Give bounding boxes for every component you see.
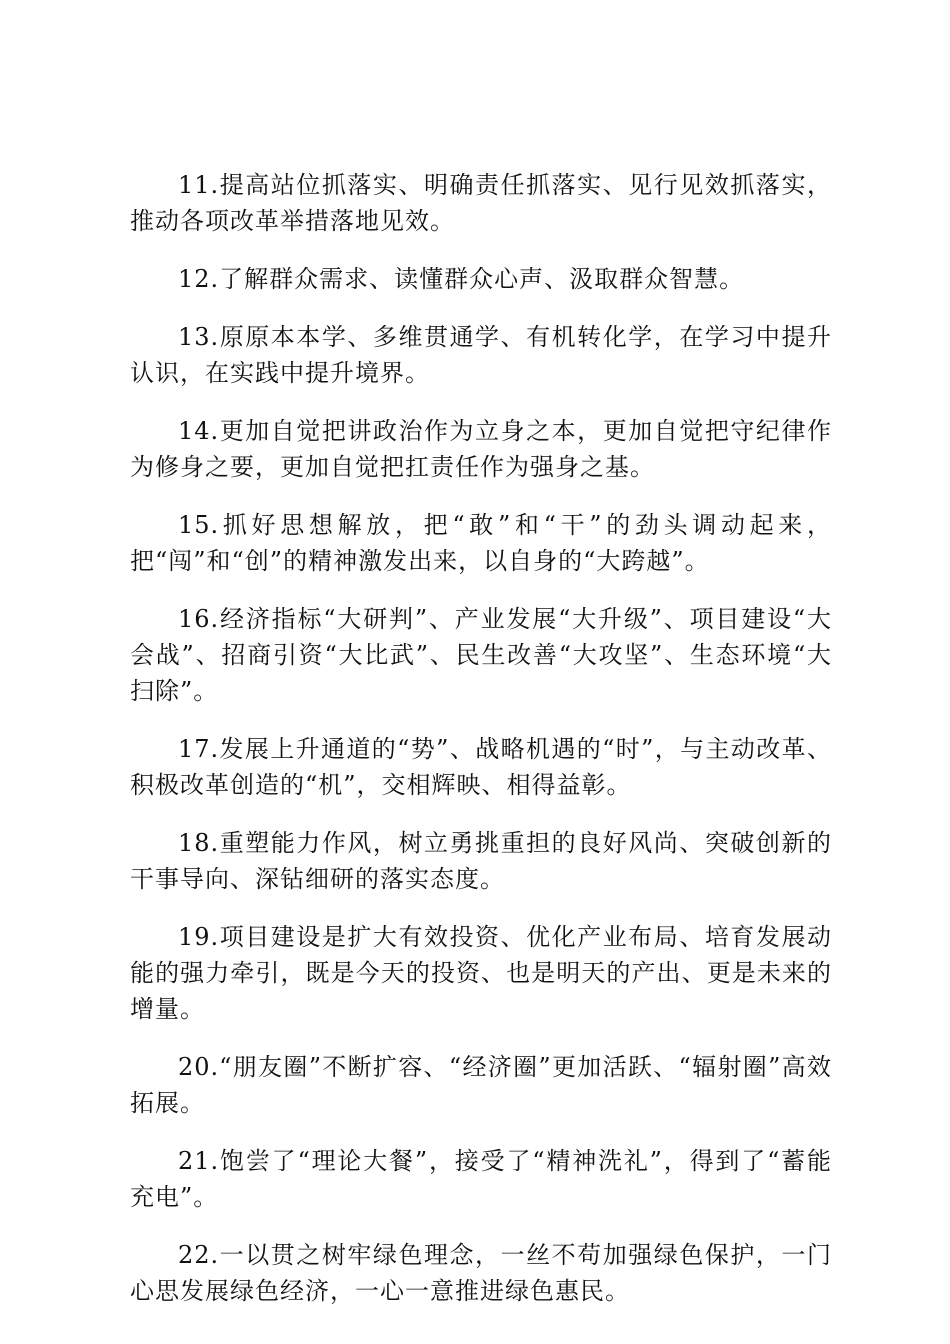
- paragraph-20: 20.“朋友圈”不断扩容、“经济圈”更加活跃、“辐射圈”高效拓展。: [130, 1053, 832, 1117]
- paragraph-22: 22.一以贯之树牢绿色理念，一丝不苟加强绿色保护，一门心思发展绿色经济，一心一意推进绿色惠民。: [130, 1241, 832, 1305]
- paragraph-19: 19.项目建设是扩大有效投资、优化产业布局、培育发展动能的强力牵引，既是今天的投资、也是明天的产出、更是未来的增量。: [130, 923, 832, 1023]
- paragraph-18: 18.重塑能力作风，树立勇挑重担的良好风尚、突破创新的干事导向、深钻细研的落实态度。: [130, 829, 832, 893]
- paragraph-14: 14.更加自觉把讲政治作为立身之本，更加自觉把守纪律作为修身之要，更加自觉把扛责任作为强身之基。: [130, 417, 832, 481]
- paragraph-12: 12.了解群众需求、读懂群众心声、汲取群众智慧。: [178, 265, 745, 293]
- paragraph-21: 21.饱尝了“理论大餐”，接受了“精神洗礼”，得到了“蓄能充电”。: [130, 1147, 832, 1211]
- paragraph-16: 16.经济指标“大研判”、产业发展“大升级”、项目建设“大会战”、招商引资“大比武”、民生改善“大攻坚”、生态环境“大扫除”。: [130, 605, 832, 705]
- paragraph-15: 15.抓好思想解放，把“敢”和“干”的劲头调动起来，把“闯”和“创”的精神激发出来，以自身的“大跨越”。: [130, 511, 832, 575]
- paragraph-17: 17.发展上升通道的“势”、战略机遇的“时”，与主动改革、积极改革创造的“机”，交相辉映、相得益彰。: [130, 735, 832, 799]
- document-body: [130, 167, 832, 1331]
- paragraph-11: 11.提高站位抓落实、明确责任抓落实、见行见效抓落实，推动各项改革举措落地见效。: [130, 171, 832, 235]
- paragraph-13: 13.原原本本学、多维贯通学、有机转化学，在学习中提升认识，在实践中提升境界。: [130, 323, 832, 387]
